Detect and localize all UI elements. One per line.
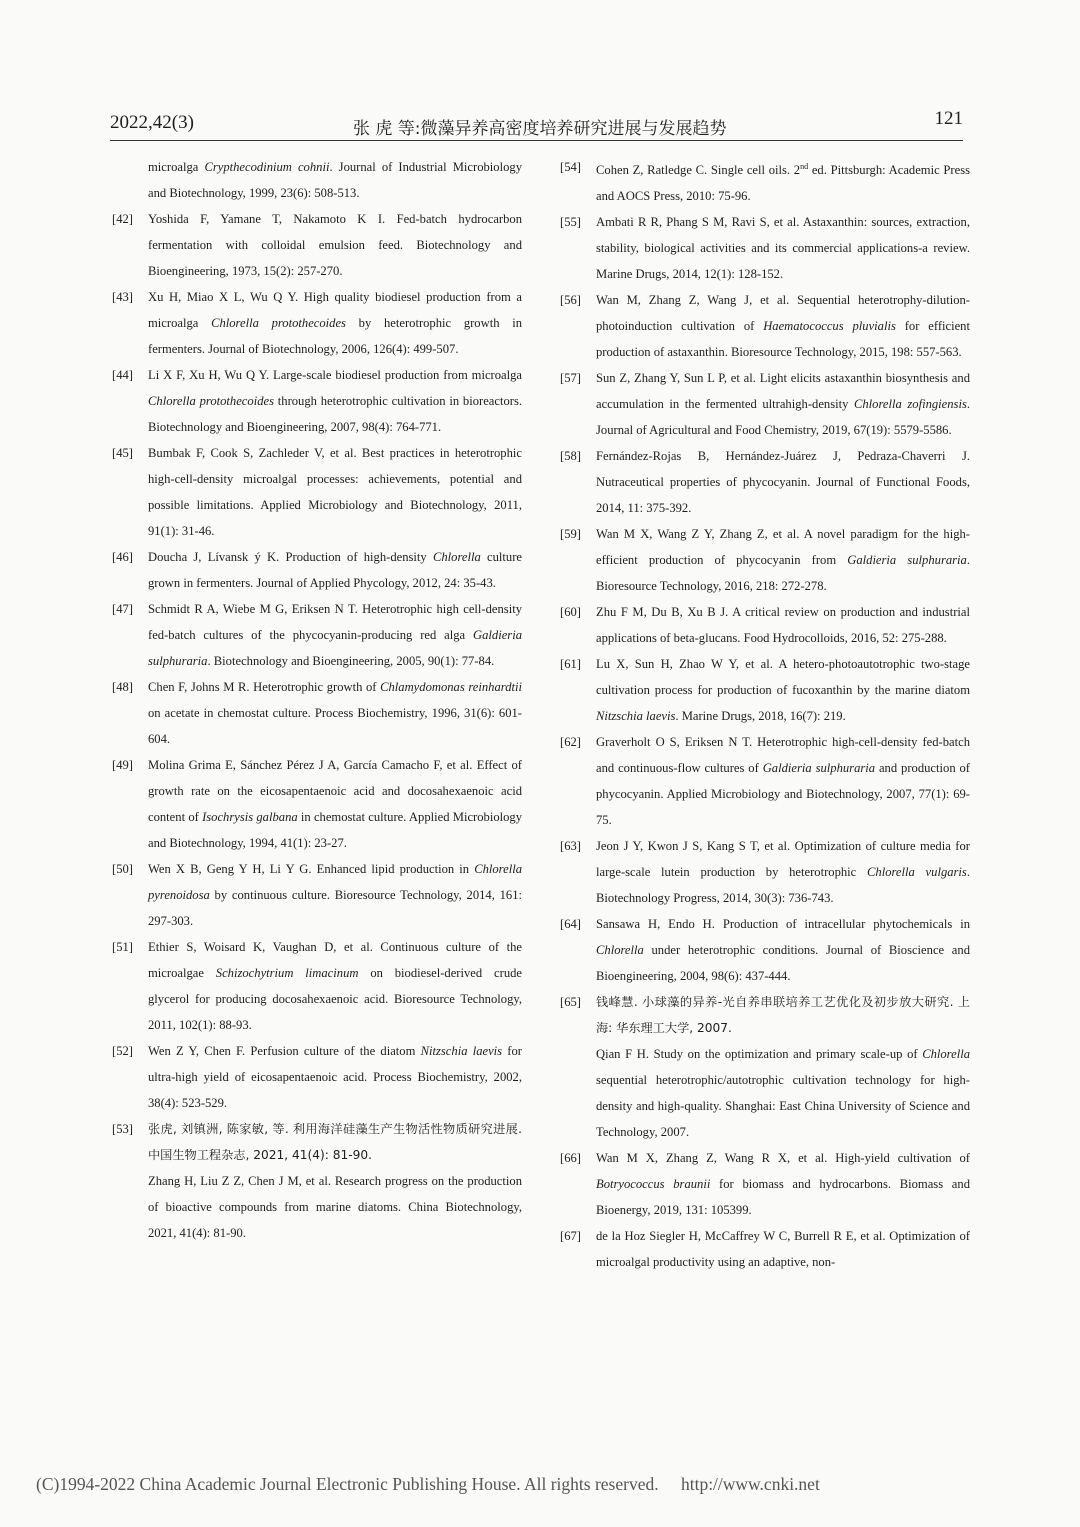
reference-number: [49]: [112, 758, 133, 772]
reference-text: Wan M X, Zhang Z, Wang R X, et al. High-yield cultivation of Botryococcus braunii for biomass and hydrocarbons. Biomass and Bioenergy, 2019, 131: 105399.: [596, 1151, 970, 1218]
reference-number: [66]: [560, 1151, 581, 1166]
reference-number: [53]: [112, 1122, 133, 1136]
reference-text: Lu X, Sun H, Zhao W Y, et al. A hetero-photoautotrophic two-stage cultivation process for production of fucoxanthin by the marine diatom Nitzschia laevis. Marine Drugs, 2018, 16(7): 219.: [596, 657, 970, 724]
reference-entry: [560, 599, 970, 651]
reference-entry: [560, 833, 970, 911]
reference-text: de la Hoz Siegler H, McCaffrey W C, Burrell R E, et al. Optimization of microalgal productivity using an adaptive, non-: [596, 1229, 970, 1270]
reference-number: [46]: [112, 550, 133, 564]
reference-text: Wan M, Zhang Z, Wang J, et al. Sequential heterotrophy-dilution-photoinduction cultivation of Haematococcus pluvialis for efficient production of astaxanthin. Bioresource Technology, 2015, 198: 557-563.: [596, 293, 970, 360]
reference-number: [43]: [112, 290, 133, 304]
reference-number: [56]: [560, 293, 581, 308]
reference-number: [60]: [560, 605, 581, 620]
reference-entry: [560, 1223, 970, 1275]
reference-entry: [560, 521, 970, 599]
reference-text: Ethier S, Woisard K, Vaughan D, et al. Continuous culture of the microalgae Schizochytrium limacinum on biodiesel-derived crude glycerol for producing docosahexaenoic acid. Bioresource Technology, 2011, 102(1): 88-93.: [148, 940, 522, 1032]
reference-column-left: [112, 154, 522, 1246]
reference-entry: [112, 284, 522, 362]
reference-entry: [560, 989, 970, 1145]
reference-entry: [560, 651, 970, 729]
reference-entry: [112, 544, 522, 596]
reference-text: microalga Crypthecodinium cohnii. Journal of Industrial Microbiology and Biotechnology, 1999, 23(6): 508-513.: [148, 160, 522, 200]
reference-text: Schmidt R A, Wiebe M G, Eriksen N T. Heterotrophic high cell-density fed-batch cultures of the phycocyanin-producing red alga Galdieria sulphuraria. Biotechnology and Bioengineering, 2005, 90(1): 77-84.: [148, 602, 522, 668]
reference-number: [58]: [560, 449, 581, 464]
reference-number: [67]: [560, 1229, 581, 1244]
reference-text: Bumbak F, Cook S, Zachleder V, et al. Best practices in heterotrophic high-cell-density microalgal processes: achievements, potential and possible limitations. Applied Microbiology and Biotechnology, 2011, 91(1): 31-46.: [148, 446, 522, 538]
reference-number: [57]: [560, 371, 581, 386]
reference-text: Ambati R R, Phang S M, Ravi S, et al. Astaxanthin: sources, extraction, stability, biological activities and its commercial applications-a review. Marine Drugs, 2014, 12(1): 128-152.: [596, 215, 970, 282]
reference-entry: [112, 206, 522, 284]
reference-text: 张虎, 刘镇洲, 陈家敏, 等. 利用海洋硅藻生产生物活性物质研究进展. 中国生物工程杂志, 2021, 41(4): 81-90.: [148, 1122, 522, 1162]
reference-text: Molina Grima E, Sánchez Pérez J A, García Camacho F, et al. Effect of growth rate on the eicosapentaenoic acid and docosahexaenoic acid content of Isochrysis galbana in chemostat culture. Applied Microbiology and Biotechnology, 1994, 41(1): 23-27.: [148, 758, 523, 850]
reference-entry: [112, 752, 522, 856]
reference-entry: [112, 154, 522, 206]
reference-number: [44]: [112, 368, 133, 382]
reference-entry: [112, 934, 522, 1038]
reference-text: Fernández-Rojas B, Hernández-Juárez J, Pedraza-Chaverri J. Nutraceutical properties of phycocyanin. Journal of Functional Foods, 2014, 11: 375-392.: [596, 449, 970, 516]
reference-text: Sun Z, Zhang Y, Sun L P, et al. Light elicits astaxanthin biosynthesis and accumulation in the fermented ultrahigh-density Chlorella zofingiensis. Journal of Agricultural and Food Chemistry, 2019, 67(19): 5579-5586.: [596, 371, 971, 438]
reference-text: Wen Z Y, Chen F. Perfusion culture of the diatom Nitzschia laevis for ultra-high yield of eicosapentaenoic acid. Process Biochemistry, 2002, 38(4): 523-529.: [148, 1044, 522, 1110]
reference-entry: [112, 440, 522, 544]
reference-text: Graverholt O S, Eriksen N T. Heterotrophic high-cell-density fed-batch and continuous-flow cultures of Galdieria sulphuraria and production of phycocyanin. Applied Microbiology and Biotechnology, 2007, 77(1): 69-75.: [596, 735, 971, 828]
reference-entry: [112, 1116, 522, 1246]
reference-entry: [560, 443, 970, 521]
reference-entry: [560, 911, 970, 989]
reference-number: [48]: [112, 680, 133, 694]
reference-text: Jeon J Y, Kwon J S, Kang S T, et al. Optimization of culture media for large-scale lutein production by heterotrophic Chlorella vulgaris. Biotechnology Progress, 2014, 30(3): 736-743.: [596, 839, 970, 906]
reference-text: Xu H, Miao X L, Wu Q Y. High quality biodiesel production from a microalga Chlorella protothecoides by heterotrophic growth in fermenters. Journal of Biotechnology, 2006, 126(4): 499-507.: [148, 290, 522, 356]
reference-entry: [560, 729, 970, 833]
running-header: [110, 108, 963, 141]
reference-entry: [560, 365, 970, 443]
reference-number: [51]: [112, 940, 133, 954]
reference-text: Cohen Z, Ratledge C. Single cell oils. 2nd ed. Pittsburgh: Academic Press and AOCS Press, 2010: 75-96.: [596, 162, 971, 204]
reference-entry: [112, 596, 522, 674]
reference-text: Zhu F M, Du B, Xu B J. A critical review on production and industrial applications of beta-glucans. Food Hydrocolloids, 2016, 52: 275-288.: [596, 605, 970, 646]
reference-text: Sansawa H, Endo H. Production of intracellular phytochemicals in Chlorella under heterotrophic conditions. Journal of Bioscience and Bioengineering, 2004, 98(6): 437-444.: [596, 917, 970, 984]
reference-number: [59]: [560, 527, 581, 542]
page-number: 121: [934, 108, 963, 129]
reference-text: Li X F, Xu H, Wu Q Y. Large-scale biodiesel production from microalga Chlorella protothecoides through heterotrophic cultivation in bioreactors. Biotechnology and Bioengineering, 2007, 98(4): 764-771.: [148, 368, 522, 434]
reference-number: [63]: [560, 839, 581, 854]
reference-number: [47]: [112, 602, 133, 616]
cnki-link[interactable]: http://www.cnki.net: [680, 1474, 820, 1494]
reference-entry: [112, 1038, 522, 1116]
footer: [36, 1474, 1046, 1495]
copyright-notice: (C)1994-2022 China Academic Journal Electronic Publishing House. All rights reserved.: [36, 1474, 659, 1494]
issue-info: 2022,42(3): [110, 112, 194, 133]
reference-number: [65]: [560, 995, 581, 1010]
reference-entry: [112, 856, 522, 934]
reference-number: [42]: [112, 212, 133, 226]
reference-entry: [560, 154, 970, 209]
reference-number: [62]: [560, 735, 581, 750]
reference-entry: [112, 362, 522, 440]
reference-text: Yoshida F, Yamane T, Nakamoto K I. Fed-batch hydrocarbon fermentation with colloidal emulsion feed. Biotechnology and Bioengineering, 1973, 15(2): 257-270.: [148, 212, 522, 278]
reference-number: [52]: [112, 1044, 133, 1058]
reference-number: [61]: [560, 657, 581, 672]
reference-translation: Zhang H, Liu Z Z, Chen J M, et al. Research progress on the production of bioactive compounds from marine diatoms. China Biotechnology, 2021, 41(4): 81-90.: [148, 1174, 522, 1240]
reference-entry: [560, 1145, 970, 1223]
reference-column-right: [560, 154, 970, 1275]
reference-text: Chen F, Johns M R. Heterotrophic growth of Chlamydomonas reinhardtii on acetate in chemostat culture. Process Biochemistry, 1996, 31(6): 601-604.: [148, 680, 522, 746]
reference-entry: [560, 209, 970, 287]
reference-text: Wen X B, Geng Y H, Li Y G. Enhanced lipid production in Chlorella pyrenoidosa by continuous culture. Bioresource Technology, 2014, 161: 297-303.: [148, 862, 522, 928]
reference-text: 钱峰慧. 小球藻的异养-光自养串联培养工艺优化及初步放大研究. 上海: 华东理工大学, 2007.: [596, 995, 970, 1036]
reference-entry: [112, 674, 522, 752]
reference-text: Doucha J, Lívansk ý K. Production of high-density Chlorella culture grown in fermenters. Journal of Applied Phycology, 2012, 24: 35-43.: [148, 550, 522, 590]
running-title: 张 虎 等:微藻异养高密度培养研究进展与发展趋势: [353, 119, 727, 139]
reference-number: [54]: [560, 160, 581, 174]
reference-text: Wan M X, Wang Z Y, Zhang Z, et al. A novel paradigm for the high-efficient production of phycocyanin from Galdieria sulphuraria. Bioresource Technology, 2016, 218: 272-278.: [596, 527, 970, 594]
reference-number: [64]: [560, 917, 581, 932]
reference-number: [45]: [112, 446, 133, 460]
reference-translation: Qian F H. Study on the optimization and primary scale-up of Chlorella sequential heterotrophic/autotrophic cultivation technology for high-density and high-quality. Shanghai: East China University of Science and Technology, 2007.: [596, 1047, 970, 1140]
reference-number: [50]: [112, 862, 133, 876]
reference-number: [55]: [560, 215, 581, 230]
reference-entry: [560, 287, 970, 365]
